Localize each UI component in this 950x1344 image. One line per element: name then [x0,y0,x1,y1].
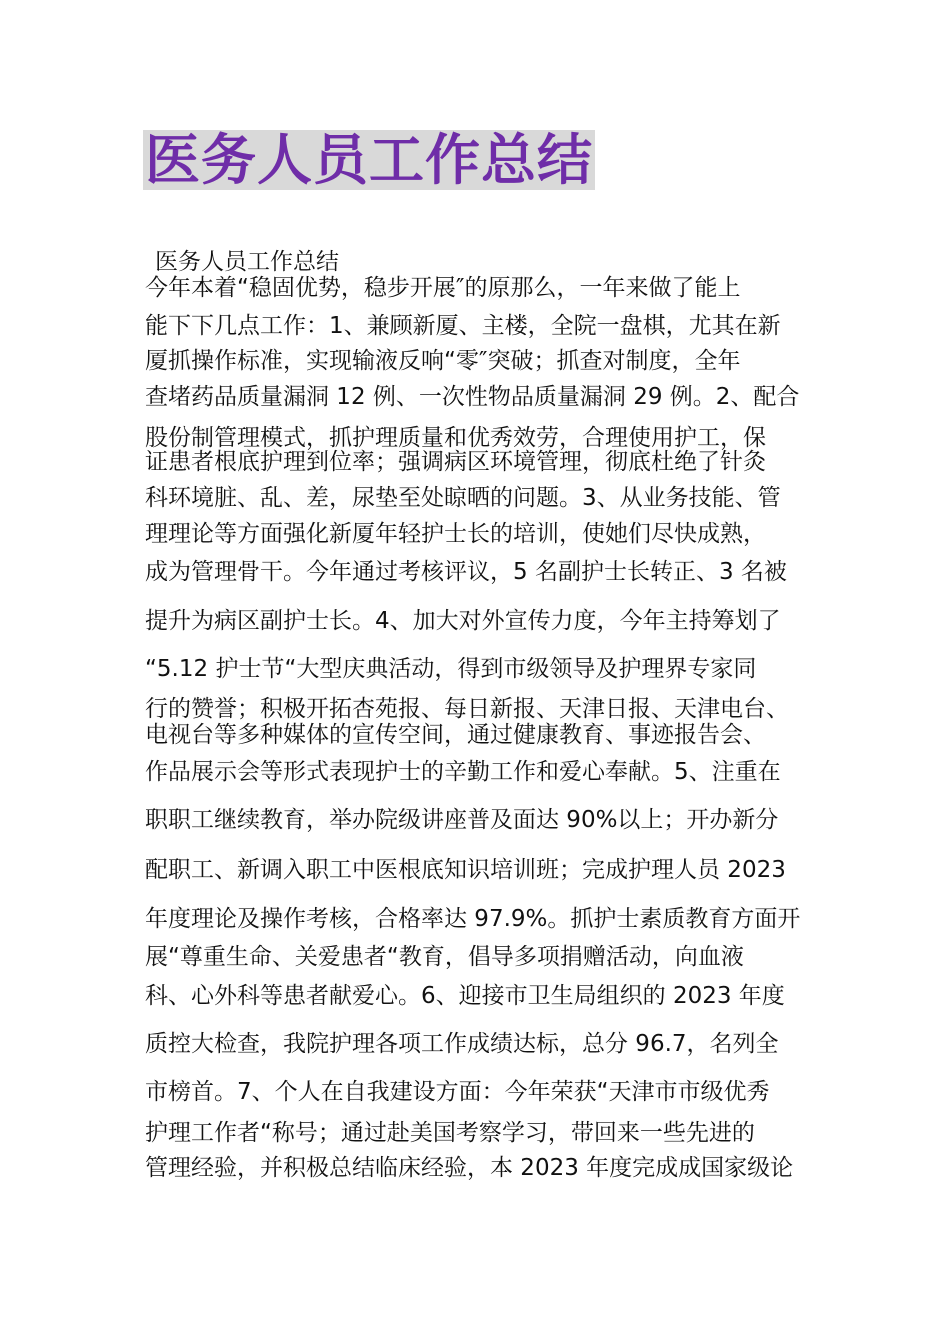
body-line: 年度理论及操作考核，合格率达 97.9%。抓护士素质教育方面开 [145,906,801,932]
document-subtitle: 医务人员工作总结 [155,249,339,275]
body-line: 管理经验，并积极总结临床经验，本 2023 年度完成成国家级论 [145,1155,794,1181]
body-line: 护理工作者“称号；通过赴美国考察学习，带回来一些先进的 [145,1120,755,1146]
body-line: 电视台等多种媒体的宣传空间，通过健康教育、事迹报告会、 [145,722,766,748]
body-line: 成为管理骨干。今年通过考核评议，5 名副护士长转正、3 名被 [145,559,787,585]
body-line: 作品展示会等形式表现护士的辛勤工作和爱心奉献。5、注重在 [145,759,781,785]
body-line: 能下下几点工作：1、兼顾新厦、主楼，全院一盘棋，尤其在新 [145,313,781,339]
body-line: 市榜首。7、个人在自我建设方面：今年荣获“天津市市级优秀 [145,1079,770,1105]
body-line: 行的赞誉；积极开拓杏苑报、每日新报、天津日报、天津电台、 [145,696,789,722]
body-line: 提升为病区副护士长。4、加大对外宣传力度，今年主持筹划了 [145,608,781,634]
body-line: 科环境脏、乱、差，尿垫至处晾晒的问题。3、从业务技能、管 [145,485,781,511]
body-line: 查堵药品质量漏洞 12 例、一次性物品质量漏洞 29 例。2、配合 [145,384,800,410]
body-line: 今年本着“稳固优势，稳步开展″的原那么，一年来做了能上 [145,275,741,301]
body-line: 展“尊重生命、关爱患者“教育，倡导多项捐赠活动，向血液 [145,944,744,970]
body-line: 质控大检查，我院护理各项工作成绩达标，总分 96.7，名列全 [145,1031,779,1057]
body-line: “5.12 护士节“大型庆典活动，得到市级领导及护理界专家同 [145,656,757,682]
body-line: 职职工继续教育，举办院级讲座普及面达 90%以上；开办新分 [145,807,779,833]
body-line: 配职工、新调入职工中医根底知识培训班；完成护理人员 2023 [145,857,786,883]
document-title: 医务人员工作总结 [145,127,594,192]
body-line: 理理论等方面强化新厦年轻护士长的培训，使她们尽快成熟， [145,521,766,547]
body-line: 证患者根底护理到位率；强调病区环境管理，彻底杜绝了针灸 [145,449,766,475]
body-line: 厦抓操作标准，实现输液反响“零″突破；抓查对制度，全年 [145,348,741,374]
body-line: 科、心外科等患者献爱心。6、迎接市卫生局组织的 2023 年度 [145,983,785,1009]
body-line: 股份制管理模式，抓护理质量和优秀效劳，合理使用护工，保 [145,425,766,451]
